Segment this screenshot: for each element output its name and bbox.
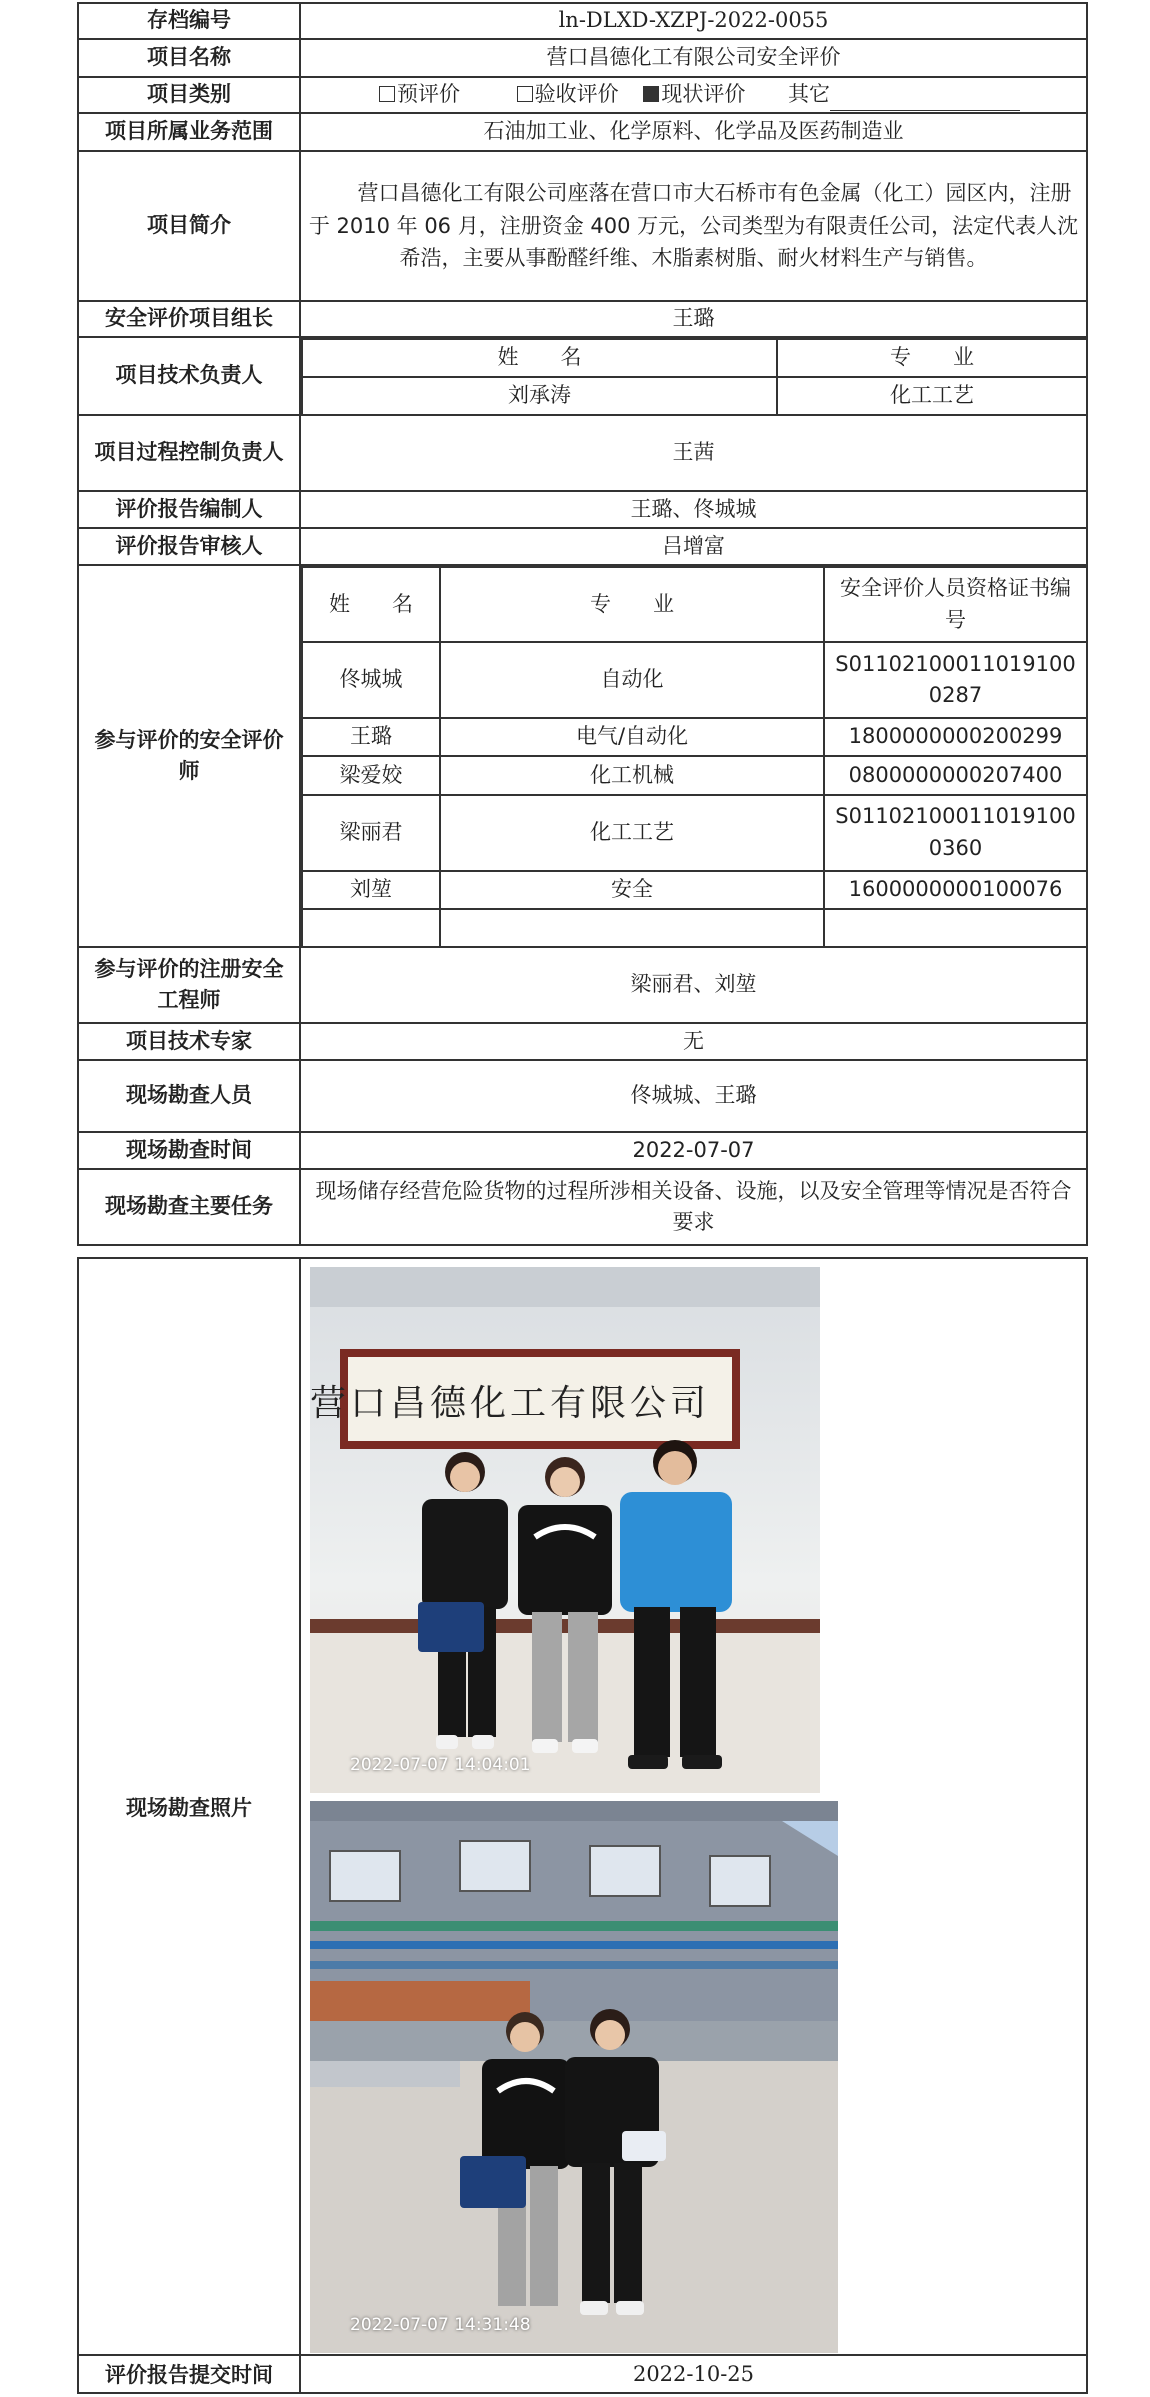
archive-no-label: 存档编号 xyxy=(78,3,300,39)
engineers-value: 梁丽君、刘堃 xyxy=(300,947,1087,1023)
engineers-label: 参与评价的注册安全工程师 xyxy=(78,947,300,1023)
photos-label: 现场勘查照片 xyxy=(78,1258,300,2355)
submit-label: 评价报告提交时间 xyxy=(78,2355,300,2393)
eval-name: 王璐 xyxy=(302,718,440,757)
site-task-value: 现场储存经营危险货物的过程所涉相关设备、设施，以及安全管理等情况是否符合要求 xyxy=(300,1169,1087,1245)
eval-major: 化工工艺 xyxy=(440,795,824,870)
project-name-label: 项目名称 xyxy=(78,39,300,77)
eval-major xyxy=(440,909,824,946)
leader-value: 王璐 xyxy=(300,301,1087,337)
eval-major: 化工机械 xyxy=(440,756,824,795)
scope-label: 项目所属业务范围 xyxy=(78,113,300,151)
site-time-value: 2022-07-07 xyxy=(300,1132,1087,1169)
eval-cert: 0800000000207400 xyxy=(824,756,1086,795)
site-photo-outdoor xyxy=(310,1801,838,2353)
photo-timestamp: 2022-07-07 14:04:01 xyxy=(350,1755,531,1775)
other-blank xyxy=(830,92,1020,111)
option-acceptance-eval: 验收评价 xyxy=(534,82,619,107)
eval-cert: S011021000110191000360 xyxy=(824,795,1086,870)
site-photos-table xyxy=(77,1257,1088,2394)
site-staff-label: 现场勘查人员 xyxy=(78,1060,300,1132)
option-status-eval: 现状评价 xyxy=(661,82,746,107)
evaluators-label: 参与评价的安全评价师 xyxy=(78,565,300,947)
eval-cert: S011021000110191000287 xyxy=(824,642,1086,717)
eval-name: 佟城城 xyxy=(302,642,440,717)
tech-lead-head-major: 专 业 xyxy=(777,339,1086,377)
eval-name: 梁爱姣 xyxy=(302,756,440,795)
site-task-label: 现场勘查主要任务 xyxy=(78,1169,300,1245)
process-lead-label: 项目过程控制负责人 xyxy=(78,415,300,491)
evaluation-info-table xyxy=(77,2,1088,1246)
expert-label: 项目技术专家 xyxy=(78,1023,300,1060)
checkbox-acceptance-eval[interactable] xyxy=(517,86,533,102)
option-other: 其它 xyxy=(788,82,831,107)
eval-major: 安全 xyxy=(440,871,824,910)
process-lead-value: 王茜 xyxy=(300,415,1087,491)
intro-label: 项目简介 xyxy=(78,151,300,301)
checkbox-pre-eval[interactable] xyxy=(379,86,395,102)
site-photo-outdoor-image xyxy=(310,1801,838,2353)
eval-head-cert: 安全评价人员资格证书编号 xyxy=(824,567,1086,642)
intro-value: 营口昌德化工有限公司座落在营口市大石桥市有色金属（化工）园区内，注册于 2010 年 06 月，注册资金 400 万元，公司类型为有限责任公司，法定代表人沈希浩，主要从事酚醛纤维、木脂素树脂、耐火材料生产与销售。 xyxy=(300,151,1087,301)
eval-name xyxy=(302,909,440,946)
eval-major: 电气/自动化 xyxy=(440,718,824,757)
project-name-value: 营口昌德化工有限公司安全评价 xyxy=(300,39,1087,77)
author-label: 评价报告编制人 xyxy=(78,491,300,528)
eval-name: 梁丽君 xyxy=(302,795,440,870)
checkbox-status-eval[interactable] xyxy=(643,86,659,102)
submit-value: 2022-10-25 xyxy=(300,2355,1087,2393)
eval-major: 自动化 xyxy=(440,642,824,717)
tech-lead-label: 项目技术负责人 xyxy=(78,337,300,415)
site-photo-group xyxy=(310,1267,820,1793)
tech-lead-major: 化工工艺 xyxy=(777,377,1086,414)
eval-head-major: 专 业 xyxy=(440,567,824,642)
evaluators-cell xyxy=(300,565,1087,947)
eval-cert xyxy=(824,909,1086,946)
site-staff-value: 佟城城、王璐 xyxy=(300,1060,1087,1132)
eval-head-name: 姓 名 xyxy=(302,567,440,642)
scope-value: 石油加工业、化学原料、化学品及医药制造业 xyxy=(300,113,1087,151)
project-type-label: 项目类别 xyxy=(78,77,300,113)
reviewer-value: 吕增富 xyxy=(300,528,1087,565)
leader-label: 安全评价项目组长 xyxy=(78,301,300,337)
photos-cell xyxy=(300,1258,1087,2355)
tech-lead-cell xyxy=(300,337,1087,415)
option-pre-eval: 预评价 xyxy=(396,82,460,107)
site-time-label: 现场勘查时间 xyxy=(78,1132,300,1169)
eval-name: 刘堃 xyxy=(302,871,440,910)
eval-cert: 1600000000100076 xyxy=(824,871,1086,910)
tech-lead-name: 刘承涛 xyxy=(302,377,777,414)
tech-lead-head-name: 姓 名 xyxy=(302,339,777,377)
author-value: 王璐、佟城城 xyxy=(300,491,1087,528)
reviewer-label: 评价报告审核人 xyxy=(78,528,300,565)
project-type-options xyxy=(300,77,1087,113)
photo-timestamp: 2022-07-07 14:31:48 xyxy=(350,2315,531,2335)
eval-cert: 1800000000200299 xyxy=(824,718,1086,757)
company-sign-text: 营口昌德化工有限公司 xyxy=(310,1383,710,1424)
site-photo-group-image xyxy=(310,1267,820,1793)
expert-value: 无 xyxy=(300,1023,1087,1060)
archive-no-value: ln-DLXD-XZPJ-2022-0055 xyxy=(300,3,1087,39)
